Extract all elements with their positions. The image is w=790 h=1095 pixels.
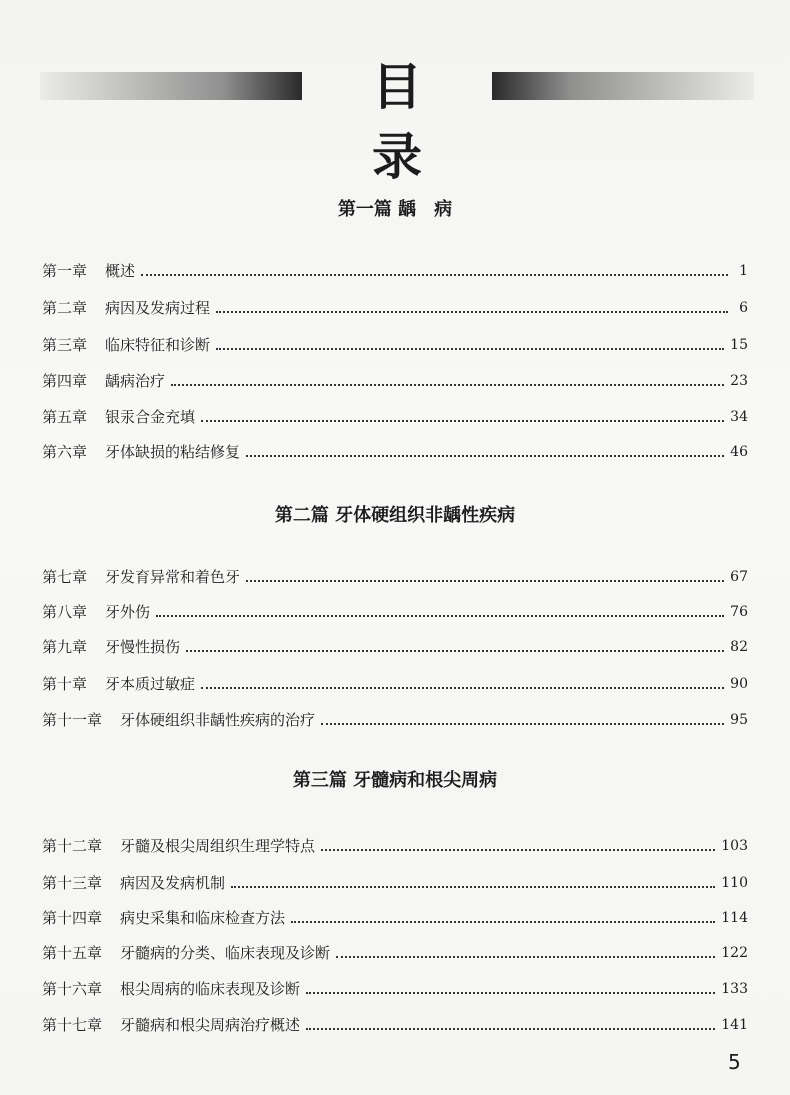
toc-entry[interactable] (42, 1010, 748, 1036)
toc-heading: 目录 (372, 58, 462, 186)
page-number: 76 (730, 604, 748, 620)
dot-leader (321, 848, 715, 851)
chapter-title: 牙体缺损的粘结修复 (105, 443, 241, 461)
chapter-title: 根尖周病的临床表现及诊断 (120, 980, 301, 998)
page-number: 114 (721, 910, 748, 926)
part-title: 第二篇 牙体硬组织非龋性疾病 (274, 505, 516, 526)
toc-entry[interactable] (42, 597, 748, 623)
chapter-number: 第四章 (42, 372, 88, 390)
dot-leader (216, 310, 728, 313)
chapter-number: 第五章 (42, 408, 88, 426)
page-number: 34 (730, 409, 748, 425)
chapter-title: 牙发育异常和着色牙 (105, 568, 241, 586)
toc-entry[interactable] (42, 974, 748, 1000)
page-number: 90 (730, 676, 748, 692)
page-number: 82 (730, 639, 748, 655)
toc-entry[interactable] (42, 868, 748, 894)
chapter-title: 牙髓病的分类、临床表现及诊断 (120, 944, 331, 962)
page-folio: 5 (728, 1050, 741, 1074)
page-number: 23 (730, 373, 748, 389)
page-number: 141 (721, 1017, 748, 1033)
chapter-title: 牙本质过敏症 (105, 675, 196, 693)
toc-entry[interactable] (42, 293, 748, 319)
toc-entry[interactable] (42, 669, 748, 695)
heading-bar-left (40, 72, 302, 100)
chapter-title: 牙髓及根尖周组织生理学特点 (120, 837, 316, 855)
page-number: 1 (739, 263, 748, 279)
toc-entry[interactable] (42, 437, 748, 463)
chapter-title: 病因及发病机制 (120, 874, 226, 892)
dot-leader (306, 1027, 715, 1030)
chapter-number: 第十五章 (42, 944, 103, 962)
dot-leader (171, 383, 724, 386)
toc-entry[interactable] (42, 938, 748, 964)
dot-leader (216, 347, 724, 350)
dot-leader (186, 649, 724, 652)
chapter-number: 第十二章 (42, 837, 103, 855)
chapter-number: 第十三章 (42, 874, 103, 892)
page-number: 46 (730, 444, 748, 460)
page-number: 110 (721, 875, 748, 891)
toc-entry[interactable] (42, 256, 748, 282)
toc-entry[interactable] (42, 705, 748, 731)
toc-entry[interactable] (42, 366, 748, 392)
chapter-title: 临床特征和诊断 (105, 336, 211, 354)
dot-leader (231, 885, 715, 888)
dot-leader (291, 920, 715, 923)
toc-entry[interactable] (42, 632, 748, 658)
dot-leader (201, 419, 724, 422)
chapter-title: 病因及发病过程 (105, 299, 211, 317)
dot-leader (246, 454, 724, 457)
page-number: 122 (721, 945, 748, 961)
page-number: 6 (739, 300, 748, 316)
page-number: 133 (721, 981, 748, 997)
chapter-number: 第三章 (42, 336, 88, 354)
chapter-title: 病史采集和临床检查方法 (120, 909, 286, 927)
toc-entry[interactable] (42, 903, 748, 929)
heading-bar-right (492, 72, 754, 100)
chapter-title: 龋病治疗 (105, 372, 166, 390)
page-number: 15 (730, 337, 748, 353)
chapter-number: 第一章 (42, 262, 88, 280)
dot-leader (141, 273, 728, 276)
page-number: 67 (730, 569, 748, 585)
page-number: 103 (721, 838, 748, 854)
chapter-number: 第十七章 (42, 1016, 103, 1034)
part-title: 第一篇 龋 病 (337, 199, 453, 220)
chapter-number: 第六章 (42, 443, 88, 461)
toc-entry[interactable] (42, 562, 748, 588)
dot-leader (321, 722, 724, 725)
toc-entry[interactable] (42, 330, 748, 356)
chapter-number: 第十六章 (42, 980, 103, 998)
dot-leader (156, 614, 724, 617)
chapter-title: 牙髓病和根尖周病治疗概述 (120, 1016, 301, 1034)
chapter-number: 第二章 (42, 299, 88, 317)
chapter-title: 牙外伤 (105, 603, 151, 621)
page-number: 95 (730, 712, 748, 728)
chapter-title: 银汞合金充填 (105, 408, 196, 426)
chapter-number: 第八章 (42, 603, 88, 621)
toc-entry[interactable] (42, 402, 748, 428)
toc-entry[interactable] (42, 831, 748, 857)
part-title: 第三篇 牙髓病和根尖周病 (292, 770, 498, 791)
chapter-title: 概述 (105, 262, 136, 280)
chapter-number: 第九章 (42, 638, 88, 656)
chapter-number: 第十章 (42, 675, 88, 693)
chapter-number: 第十一章 (42, 711, 103, 729)
dot-leader (336, 955, 715, 958)
chapter-title: 牙体硬组织非龋性疾病的治疗 (120, 711, 316, 729)
chapter-number: 第十四章 (42, 909, 103, 927)
dot-leader (201, 686, 724, 689)
chapter-title: 牙慢性损伤 (105, 638, 181, 656)
chapter-number: 第七章 (42, 568, 88, 586)
dot-leader (306, 991, 715, 994)
dot-leader (246, 579, 724, 582)
